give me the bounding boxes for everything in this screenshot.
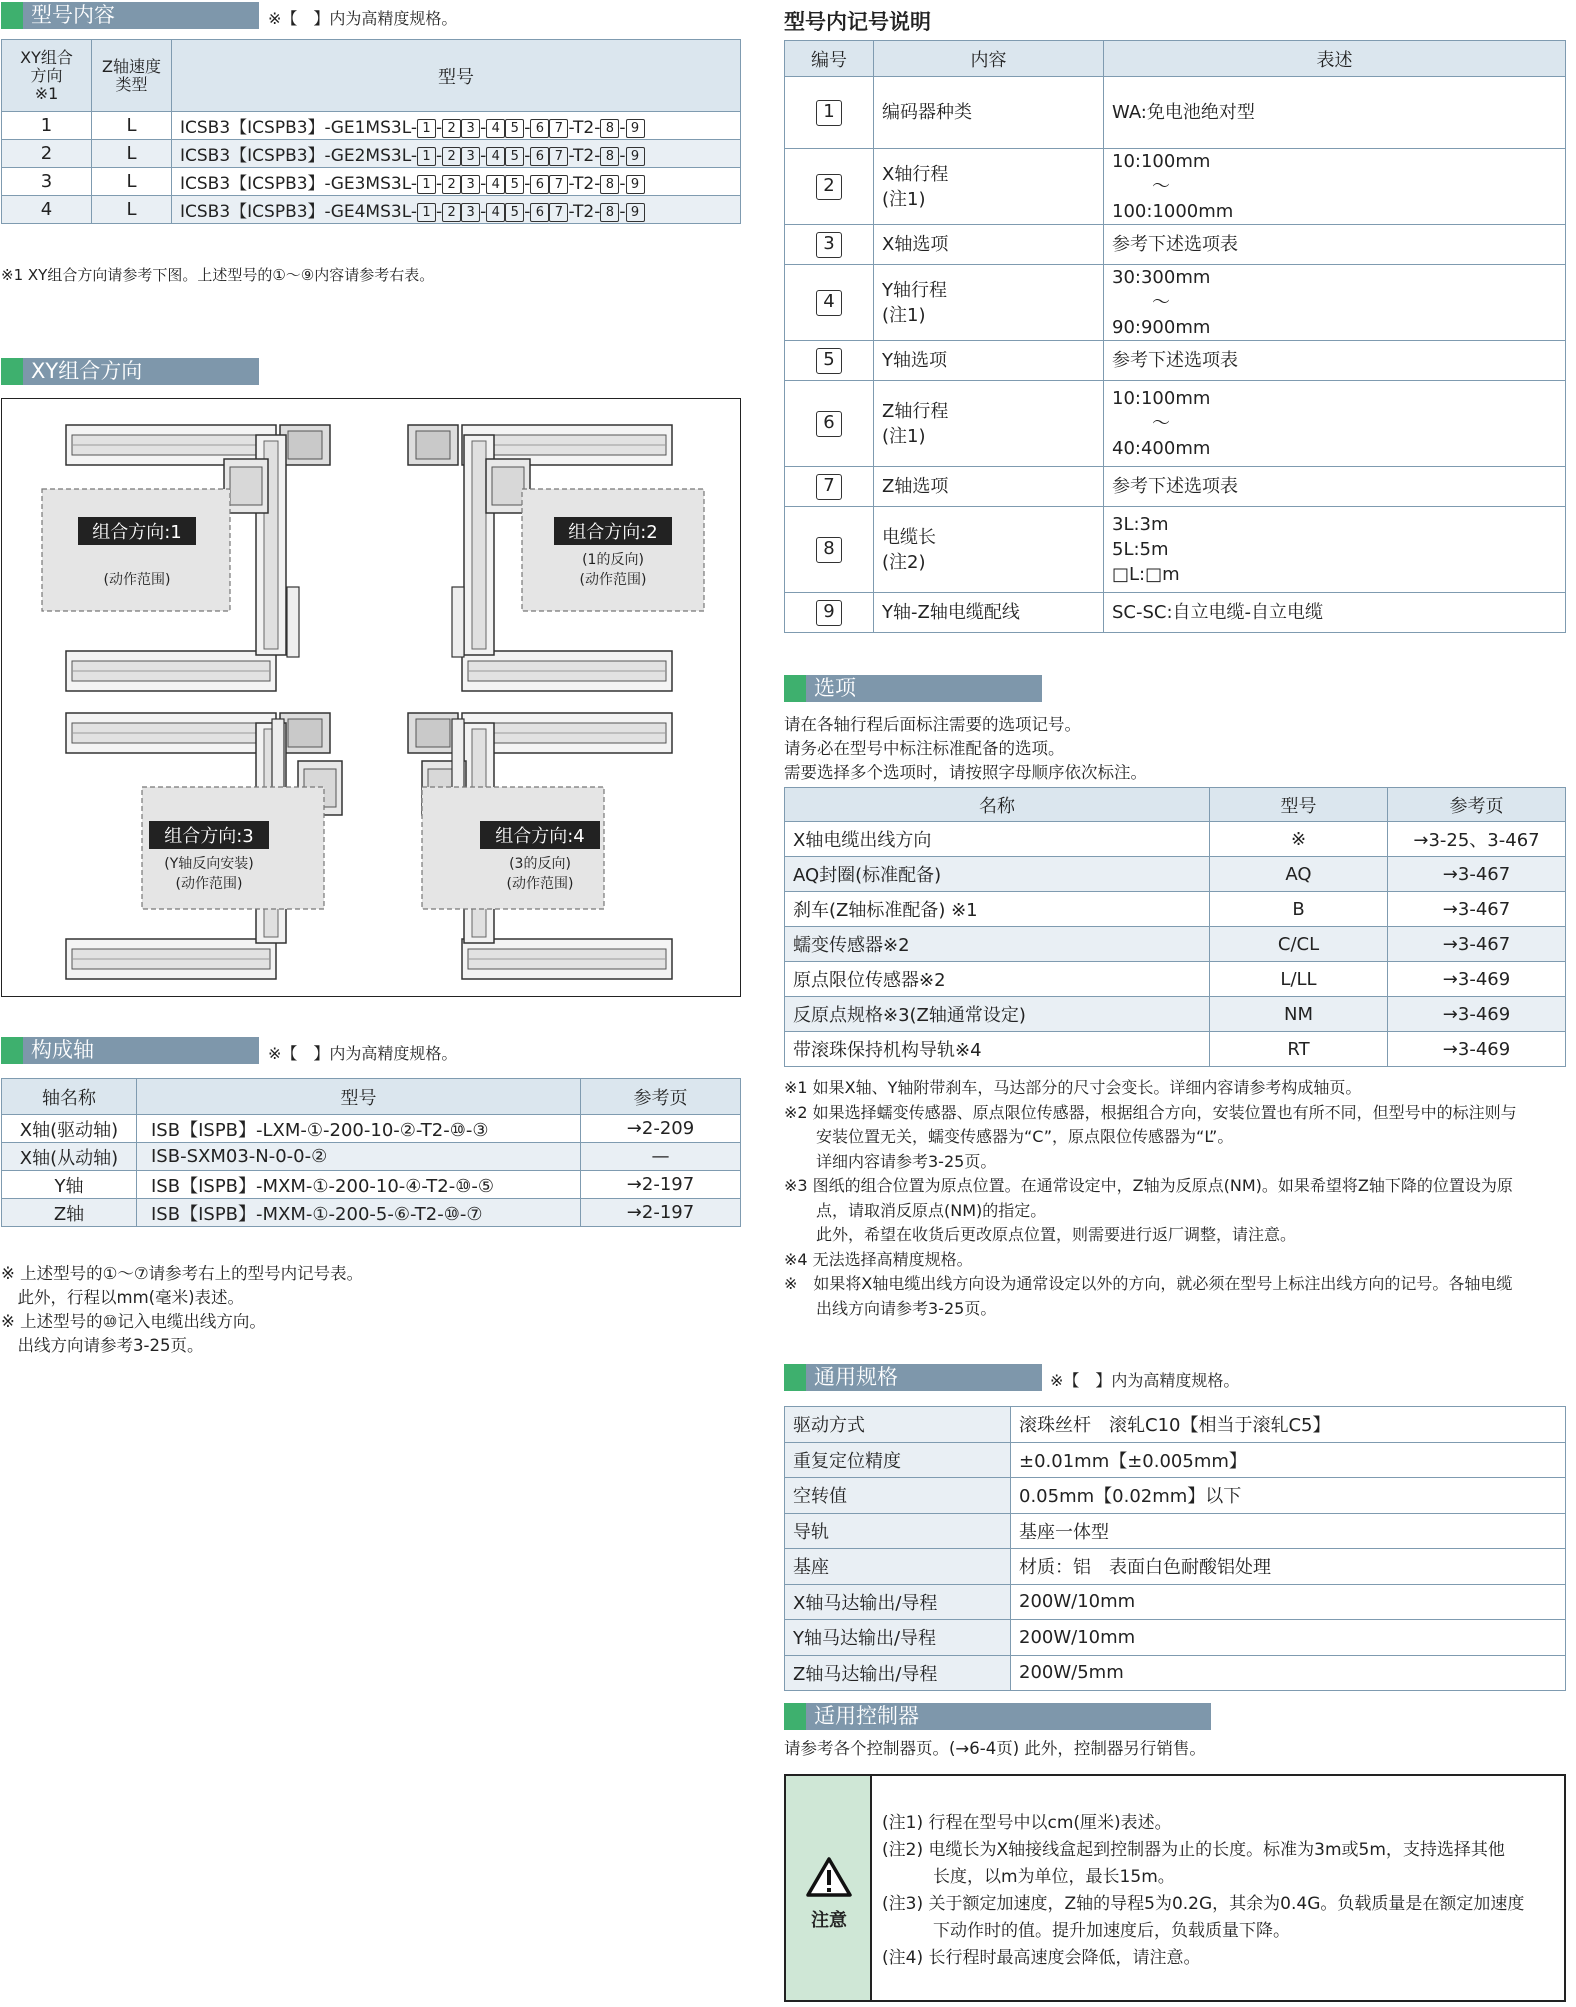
direction-label-2: 组合方向:2 (1的反向) (动作范围)	[554, 517, 672, 589]
code-number-box: 7	[549, 175, 568, 194]
section-title: 构成轴	[31, 1038, 94, 1062]
spec-value-cell: 基座一体型	[1011, 1513, 1566, 1549]
num-cell	[785, 341, 874, 381]
spec-key-cell: 驱动方式	[785, 1407, 1011, 1443]
axis-model-cell: ISB【ISPB】-LXM-①-200-10-②-T2-⑩-③	[137, 1115, 581, 1143]
opt-name-cell: 蠕变传感器※2	[785, 927, 1210, 962]
code-number-box: 1	[816, 100, 842, 126]
option-notes: ※1 如果X轴、Y轴附带刹车，马达部分的尺寸会变长。详细内容请参考构成轴页。 ※2 如果选择蠕变传感器、原点限位传感器，根据组合方向，安装位置也有所不同，但型号中的标注则与 安装位置无关，蠕变传感器为“C”，原点限位传感器为“L”。 详细内容请参考3-25页。 ※3 图纸的组合位置为原点位置。在通常设定中，Z轴为反原点(NM)。如果希望将Z轴下降的位置设为原 点，请取消反原点(NM)的指定。 此外，希望在收货后更改原点位置，则需要进行返厂调整，请注意。 ※4 无法选择高精度规格。 ※ 如果将X轴电缆出线方向设为通常设定以外的方向，就必须在型号上标注出线方向的记号。各轴电缆 出线方向请参考3-25页。	[784, 1078, 1517, 1318]
speed-cell: L	[92, 112, 172, 140]
code-number-box: 6	[816, 411, 842, 437]
code-number-box: 5	[505, 175, 524, 194]
opt-code-cell: NM	[1210, 997, 1388, 1032]
spec-value-cell: 0.05mm【0.02mm】以下	[1011, 1478, 1566, 1514]
model-prefix: ICSB3【ICSPB3】-GE3MS3L-	[180, 174, 418, 194]
model-separator: -T2-	[568, 202, 601, 222]
code-number-box: 2	[442, 175, 461, 194]
code-number-box: 4	[486, 203, 505, 222]
num-cell	[785, 467, 874, 507]
code-number-box: 7	[549, 147, 568, 166]
content-cell: Y轴行程 (注1)	[874, 265, 1104, 341]
model-separator: -	[480, 174, 487, 194]
code-number-box: 4	[486, 119, 505, 138]
controller-text: 请参考各个控制器页。(→6-4页) 此外，控制器另行销售。	[784, 1739, 1206, 1758]
section-marker	[784, 675, 806, 702]
opt-code-cell: RT	[1210, 1032, 1388, 1067]
content-cell: X轴选项	[874, 225, 1104, 265]
table-row	[785, 381, 1566, 467]
speed-cell: L	[92, 168, 172, 196]
section-header-xy	[1, 358, 259, 385]
table-row	[785, 507, 1566, 593]
desc-line: ～	[1152, 292, 1170, 313]
section-header-spec	[784, 1364, 1042, 1391]
option-table	[784, 787, 1566, 1067]
desc-line: ～	[1152, 176, 1170, 197]
spec-key-cell: 基座	[785, 1549, 1011, 1585]
spec-value-cell: 200W/5mm	[1011, 1655, 1566, 1691]
table-row	[785, 1620, 1566, 1656]
desc-line: 5L:5m	[1112, 539, 1169, 560]
table-row	[785, 822, 1566, 857]
content-cell: 电缆长 (注2)	[874, 507, 1104, 593]
table-row	[785, 467, 1566, 507]
axis-name-cell: Y轴	[2, 1171, 137, 1199]
model-separator: -T2-	[568, 118, 601, 138]
caution-box	[784, 1774, 1566, 2002]
code-number-box: 3	[461, 175, 480, 194]
desc-cell	[1104, 341, 1566, 381]
model-cell	[172, 196, 741, 224]
desc-cell	[1104, 77, 1566, 149]
spec-key-cell: 空转值	[785, 1478, 1011, 1514]
opt-code-cell: B	[1210, 892, 1388, 927]
content-cell: Y轴-Z轴电缆配线	[874, 593, 1104, 633]
desc-cell	[1104, 507, 1566, 593]
col-header-opt-page: 参考页	[1388, 788, 1566, 822]
desc-cell	[1104, 381, 1566, 467]
desc-line: ～	[1152, 413, 1170, 434]
code-number-box: 3	[461, 119, 480, 138]
col-header-opt-code: 型号	[1210, 788, 1388, 822]
num-cell	[785, 265, 874, 341]
desc-cell	[1104, 225, 1566, 265]
col-header-num: 编号	[785, 41, 874, 77]
desc-cell	[1104, 593, 1566, 633]
opt-name-cell: 带滚珠保持机构导轨※4	[785, 1032, 1210, 1067]
model-separator: -	[480, 202, 487, 222]
code-number-box: 7	[549, 119, 568, 138]
model-separator: -	[436, 118, 443, 138]
section-header-controller	[784, 1703, 1211, 1730]
col-header-opt-name: 名称	[785, 788, 1210, 822]
table-row	[785, 1407, 1566, 1443]
section-marker	[1, 358, 23, 385]
code-number-box: 1	[417, 203, 436, 222]
code-number-box: 8	[600, 147, 619, 166]
model-separator: -	[436, 146, 443, 166]
opt-name-cell: 刹车(Z轴标准配备) ※1	[785, 892, 1210, 927]
code-number-box: 6	[530, 119, 549, 138]
spec-value-cell: 200W/10mm	[1011, 1620, 1566, 1656]
code-number-box: 5	[816, 348, 842, 374]
model-separator: -	[524, 146, 531, 166]
code-number-box: 1	[417, 147, 436, 166]
model-cell	[172, 112, 741, 140]
num-cell	[785, 593, 874, 633]
table-row	[785, 1549, 1566, 1585]
code-number-box: 9	[626, 147, 645, 166]
code-number-box: 5	[505, 119, 524, 138]
axis-notes: ※ 上述型号的①～⑦请参考右上的型号内记号表。 此外，行程以mm(毫米)表述。 ※ 上述型号的⑩记入电缆出线方向。 出线方向请参考3-25页。	[1, 1264, 364, 1355]
dir-cell: 2	[2, 140, 92, 168]
table-row	[785, 225, 1566, 265]
dir-cell: 4	[2, 196, 92, 224]
table-row	[785, 962, 1566, 997]
code-number-box: 8	[600, 119, 619, 138]
code-number-box: 7	[549, 203, 568, 222]
speed-cell: L	[92, 196, 172, 224]
model-separator: -	[480, 118, 487, 138]
code-number-box: 2	[442, 147, 461, 166]
opt-code-cell: L/LL	[1210, 962, 1388, 997]
desc-line: 100:1000mm	[1112, 201, 1234, 222]
model-separator: -	[619, 202, 626, 222]
opt-code-cell: AQ	[1210, 857, 1388, 892]
content-cell: Z轴选项	[874, 467, 1104, 507]
speed-cell: L	[92, 140, 172, 168]
num-cell	[785, 149, 874, 225]
section-title: 选项	[814, 676, 856, 700]
code-number-box: 4	[486, 147, 505, 166]
code-number-box: 7	[816, 474, 842, 500]
model-separator: -	[524, 202, 531, 222]
axis-page-cell: →2-197	[581, 1199, 741, 1227]
code-number-box: 9	[816, 600, 842, 626]
model-separator: -	[436, 202, 443, 222]
desc-line: 参考下述选项表	[1112, 234, 1238, 255]
table-row	[785, 77, 1566, 149]
table-row	[785, 265, 1566, 341]
opt-name-cell: AQ封圈(标准配备)	[785, 857, 1210, 892]
col-header-desc: 表述	[1104, 41, 1566, 77]
content-cell: Y轴选项	[874, 341, 1104, 381]
code-number-box: 9	[626, 175, 645, 194]
model-separator: -	[619, 146, 626, 166]
desc-line: 30:300mm	[1112, 267, 1211, 288]
desc-line: 90:900mm	[1112, 317, 1211, 338]
section-title: 型号内容	[31, 3, 115, 27]
axis-name-cell: Z轴	[2, 1199, 137, 1227]
caution-lines: (注1) 行程在型号中以cm(厘米)表述。 (注2) 电缆长为X轴接线盒起到控制器为止的长度。标准为3m或5m，支持选择其他 长度，以m为单位，最长15m。 (注3) 关于额定加速度，Z轴的导程5为0.2G，其余为0.4G。负载质量是在额定加速度 下动作时的值。提升加速度后，负载质量下降。 (注4) 长行程时最高速度会降低，请注意。	[882, 1813, 1525, 1968]
code-table	[784, 40, 1566, 633]
opt-name-cell: 原点限位传感器※2	[785, 962, 1210, 997]
model-prefix: ICSB3【ICSPB3】-GE4MS3L-	[180, 202, 418, 222]
model-separator: -	[524, 174, 531, 194]
col-header-axis-name: 轴名称	[2, 1079, 137, 1115]
spec-value-cell: 滚珠丝杆 滚轧C10【相当于滚轧C5】	[1011, 1407, 1566, 1443]
model-separator: -T2-	[568, 146, 601, 166]
opt-name-cell: 反原点规格※3(Z轴通常设定)	[785, 997, 1210, 1032]
section-header-axis	[1, 1037, 259, 1064]
code-number-box: 4	[486, 175, 505, 194]
section-header-option	[784, 675, 1042, 702]
table-row	[785, 997, 1566, 1032]
table-row	[785, 1655, 1566, 1691]
model-separator: -T2-	[568, 174, 601, 194]
model-cell	[172, 140, 741, 168]
axis-page-cell: →2-197	[581, 1171, 741, 1199]
code-number-box: 2	[442, 203, 461, 222]
section-title: XY组合方向	[31, 359, 143, 383]
direction-label-4: 组合方向:4 (3的反向) (动作范围)	[480, 821, 600, 893]
opt-page-cell: →3-25、3-467	[1388, 822, 1566, 857]
model-prefix: ICSB3【ICSPB3】-GE1MS3L-	[180, 118, 418, 138]
table-row	[785, 892, 1566, 927]
opt-page-cell: →3-467	[1388, 892, 1566, 927]
axis-model-cell: ISB【ISPB】-MXM-①-200-10-④-T2-⑩-⑤	[137, 1171, 581, 1199]
model-prefix: ICSB3【ICSPB3】-GE2MS3L-	[180, 146, 418, 166]
desc-line: SC-SC:自立电缆-自立电缆	[1112, 602, 1324, 623]
precision-note: ※【 】内为高精度规格。	[1050, 1371, 1240, 1390]
code-number-box: 1	[417, 175, 436, 194]
axis-page-cell: →2-209	[581, 1115, 741, 1143]
table-row	[785, 341, 1566, 381]
axis-table	[1, 1078, 741, 1227]
content-cell: 编码器种类	[874, 77, 1104, 149]
col-header-content: 内容	[874, 41, 1104, 77]
section-marker	[784, 1703, 806, 1730]
spec-key-cell: X轴马达输出/导程	[785, 1584, 1011, 1620]
model-separator: -	[619, 118, 626, 138]
table-row	[785, 1442, 1566, 1478]
desc-line: 10:100mm	[1112, 151, 1211, 172]
opt-code-cell: C/CL	[1210, 927, 1388, 962]
precision-note: ※【 】内为高精度规格。	[268, 9, 458, 28]
opt-page-cell: →3-469	[1388, 997, 1566, 1032]
section-header-model	[1, 2, 259, 29]
table-row	[2, 1143, 741, 1171]
spec-key-cell: Z轴马达输出/导程	[785, 1655, 1011, 1691]
table-row	[2, 1199, 741, 1227]
num-cell	[785, 77, 874, 149]
table-row	[2, 112, 741, 140]
code-number-box: 8	[600, 203, 619, 222]
axis-page-cell: —	[581, 1143, 741, 1171]
spec-key-cell: 重复定位精度	[785, 1442, 1011, 1478]
direction-label-3: 组合方向:3 (Y轴反向安装) (动作范围)	[149, 821, 269, 893]
num-cell	[785, 507, 874, 593]
desc-line: WA:免电池绝对型	[1112, 102, 1255, 123]
code-number-box: 5	[505, 203, 524, 222]
section-title: 通用规格	[814, 1365, 898, 1389]
table-row	[2, 1171, 741, 1199]
table-row	[785, 1478, 1566, 1514]
num-cell	[785, 225, 874, 265]
section-marker	[784, 1364, 806, 1391]
caution-label: 注意	[811, 1910, 847, 1931]
col-header-dir: XY组合 方向 ※1	[2, 40, 92, 112]
table-row	[785, 149, 1566, 225]
code-number-box: 6	[530, 175, 549, 194]
col-header-axis-model: 型号	[137, 1079, 581, 1115]
opt-page-cell: →3-467	[1388, 857, 1566, 892]
model-cell	[172, 168, 741, 196]
dir-cell: 3	[2, 168, 92, 196]
axis-name-cell: X轴(从动轴)	[2, 1143, 137, 1171]
model-separator: -	[524, 118, 531, 138]
table-row	[2, 1115, 741, 1143]
col-header-model: 型号	[172, 40, 741, 112]
desc-line: 40:400mm	[1112, 438, 1211, 459]
code-number-box: 5	[505, 147, 524, 166]
code-number-box: 9	[626, 119, 645, 138]
section-marker	[1, 2, 23, 29]
table-row	[785, 857, 1566, 892]
content-cell: Z轴行程 (注1)	[874, 381, 1104, 467]
model-separator: -	[480, 146, 487, 166]
code-number-box: 1	[417, 119, 436, 138]
section-marker	[1, 1037, 23, 1064]
desc-cell	[1104, 149, 1566, 225]
col-header-axis-page: 参考页	[581, 1079, 741, 1115]
num-cell	[785, 381, 874, 467]
desc-line: 参考下述选项表	[1112, 350, 1238, 371]
warning-icon	[806, 1856, 852, 1898]
code-number-box: 6	[530, 203, 549, 222]
table-row	[785, 1513, 1566, 1549]
desc-line: 10:100mm	[1112, 388, 1211, 409]
code-number-box: 8	[600, 175, 619, 194]
content-cell: X轴行程 (注1)	[874, 149, 1104, 225]
option-intro: 请在各轴行程后面标注需要的选项记号。 请务必在型号中标注标准配备的选项。 需要选择多个选项时，请按照字母顺序依次标注。	[784, 715, 1147, 782]
code-section-title: 型号内记号说明	[784, 10, 931, 34]
col-header-speed: Z轴速度 类型	[92, 40, 172, 112]
table-row	[2, 168, 741, 196]
desc-line: 参考下述选项表	[1112, 476, 1238, 497]
table-row	[2, 140, 741, 168]
code-number-box: 3	[461, 147, 480, 166]
opt-page-cell: →3-469	[1388, 962, 1566, 997]
spec-key-cell: Y轴马达输出/导程	[785, 1620, 1011, 1656]
model-separator: -	[619, 174, 626, 194]
caution-side	[786, 1776, 872, 2000]
opt-page-cell: →3-469	[1388, 1032, 1566, 1067]
code-number-box: 8	[816, 537, 842, 563]
desc-line: □L:□m	[1112, 564, 1180, 585]
model-footnote: ※1 XY组合方向请参考下图。上述型号的①～⑨内容请参考右表。	[1, 266, 435, 284]
dir-cell: 1	[2, 112, 92, 140]
section-title: 适用控制器	[814, 1704, 919, 1728]
opt-name-cell: X轴电缆出线方向	[785, 822, 1210, 857]
table-row	[2, 196, 741, 224]
desc-cell	[1104, 265, 1566, 341]
precision-note: ※【 】内为高精度规格。	[268, 1044, 458, 1063]
table-row	[785, 1032, 1566, 1067]
table-row	[785, 927, 1566, 962]
code-number-box: 3	[461, 203, 480, 222]
spec-key-cell: 导轨	[785, 1513, 1011, 1549]
axis-name-cell: X轴(驱动轴)	[2, 1115, 137, 1143]
axis-model-cell: ISB【ISPB】-MXM-①-200-5-⑥-T2-⑩-⑦	[137, 1199, 581, 1227]
model-table	[1, 39, 741, 224]
code-number-box: 6	[530, 147, 549, 166]
desc-cell	[1104, 467, 1566, 507]
spec-value-cell: 材质：铝 表面白色耐酸铝处理	[1011, 1549, 1566, 1585]
opt-code-cell: ※	[1210, 822, 1388, 857]
spec-table	[784, 1406, 1566, 1691]
model-separator: -	[436, 174, 443, 194]
code-number-box: 2	[442, 119, 461, 138]
xy-direction-diagram	[1, 398, 741, 997]
code-number-box: 4	[816, 290, 842, 316]
spec-value-cell: 200W/10mm	[1011, 1584, 1566, 1620]
desc-line: 3L:3m	[1112, 514, 1169, 535]
table-row	[785, 1584, 1566, 1620]
axis-model-cell: ISB-SXM03-N-0-0-②	[137, 1143, 581, 1171]
table-row	[785, 593, 1566, 633]
code-number-box: 2	[816, 174, 842, 200]
spec-value-cell: ±0.01mm【±0.005mm】	[1011, 1442, 1566, 1478]
direction-label-1: 组合方向:1 (动作范围)	[78, 517, 196, 589]
opt-page-cell: →3-467	[1388, 927, 1566, 962]
code-number-box: 9	[626, 203, 645, 222]
code-number-box: 3	[816, 232, 842, 258]
